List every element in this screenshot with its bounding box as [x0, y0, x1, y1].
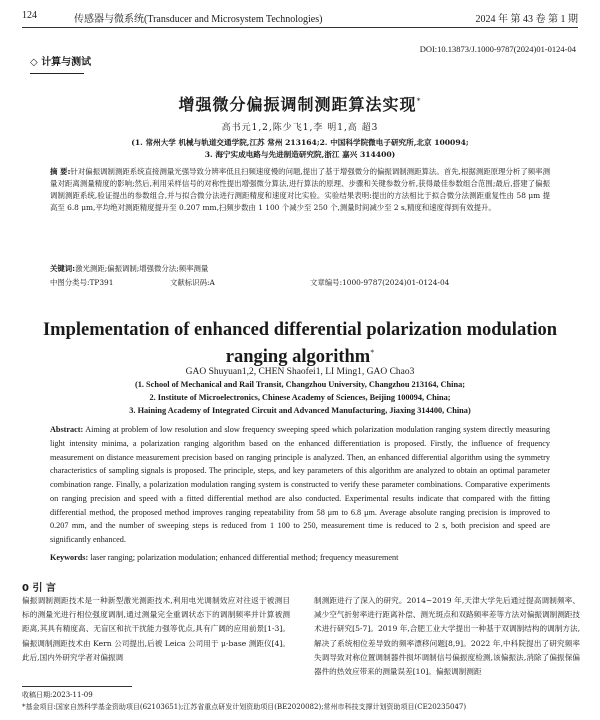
- header-rule: [22, 27, 578, 28]
- intro-left-column: 偏振调制测距技术是一种新型激光测距技术,利用电光调制效应对往返于被测目标的测量光进行相位强度调制,通过测量完全重调状态下的调制频率并计算被测距离,其具有精度高、无盲区和抗干扰能力强等优点,具有广阔的应用前景[1-3]。偏振调制测距技术由 Kern 公司提出,后被 Leica 公司用于 μ-base 测距仪[4]。此后,国内外研究学者对偏振调: [22, 596, 290, 662]
- cn-affiliation-1: (1. 常州大学 机械与轨道交通学院,江苏 常州 213164;2. 中国科学院微电子研究所,北京 100094;: [131, 138, 469, 147]
- cn-abstract-label: 摘 要:: [50, 167, 71, 176]
- section-tag-mark: ◇: [30, 57, 38, 68]
- footnote-rule: [22, 686, 132, 687]
- section-tag: [30, 53, 91, 68]
- doc-code: 文献标识码:A: [170, 278, 215, 287]
- footnote-funding: *基金项目:国家自然科学基金资助项目(62103651);江苏省重点研发计划资助项目(BE2020082);常州市科技支撑计划资助项目(CE20235047): [22, 703, 467, 711]
- cn-keywords: [50, 263, 550, 274]
- cn-title: 增强微分偏振调制测距算法实现*: [178, 95, 422, 114]
- en-affiliation-2: 2. Institute of Microelectronics, Chinese Academy of Sciences, Beijing 100094, China;: [149, 393, 451, 402]
- en-keywords-label: Keywords:: [50, 553, 89, 562]
- en-title-mark: *: [370, 348, 375, 357]
- journal-name: 传感器与微系统(Transducer and Microsystem Technologies): [74, 14, 323, 25]
- en-title-line-2: ranging algorithm*: [225, 347, 375, 368]
- running-header: [22, 8, 578, 24]
- section-tag-text: 计算与测试: [41, 57, 92, 68]
- en-keywords: [50, 553, 550, 562]
- cn-abstract-text: 针对偏振调制测距系统直接测量光强导致分辨率低且扫频速度慢的问题,提出了基于增强微分的偏振调制测距算法。首先,根据测距原理分析了频率测量对距离测量精度的影响;然后,利用采样信号的对称性提出增强微分算法,进行算法的原理、步骤和关键参数分析,获得最佳参数组合范围;最后,搭建了偏振调制测距系统,验证提出的参数组合,并与拟合微分法进行测距精度和速度对比实验。实验结果表明:提出的方法相比于拟合微分法测距重复性由 58 μm 提高至 6.8 μm,平均绝对测距精度提升至 0.207 mm,扫频步数由 1 100 个减少至 250 个,测量时间减少至 2 s,精度和速度得到有效提升。: [50, 167, 550, 212]
- section-tag-underline: [30, 73, 84, 74]
- cn-abstract: [50, 166, 550, 214]
- class-number: 中图分类号:TP391: [50, 278, 114, 287]
- en-authors: GAO Shuyuan1,2, CHEN Shaofei1, LI Ming1, GAO Chao3: [185, 367, 415, 377]
- page-number: 124: [22, 10, 37, 21]
- en-abstract-label: Abstract:: [50, 425, 84, 434]
- volume-issue: 2024 年 第 43 卷 第 1 期: [475, 14, 578, 25]
- en-abstract-text: Aiming at problem of low resolution and slow frequency sweeping speed which polarization modulation ranging system directly measuring light intensity minima, a polarization ranging algorithm based on the enhanced differentiation is proposed. Firstly, the influence of frequency measurement on distance measurement precision based on ranging principle is analyzed. Then, an enhanced differential algorithm using the symmetry characteristics of sampling signals is proposed. The principle, steps, and key parameters of this algorithm are analyzed to obtain an optimal parameter combination range. Finally, a polarization modulation ranging system is constructed to verify these parameter combinations. Comparative experiments on ranging precision and speed with a fitted differential method are also conducted. Experimental results indicate that compared with the fitting differential method, the proposed method improves ranging repeatability from 58 μm to 6.8 μm. Average absolute ranging precision is improved to 0.207 mm, and the number of sweeping steps is reduced from 1 100 to 250, measurement time is reduced to 2 s, both precision and speed are significantly enhanced.: [50, 425, 550, 544]
- cn-authors: 高书元1,2,陈少飞1,李 明1,高 超3: [221, 123, 379, 133]
- cn-title-mark: *: [416, 96, 422, 106]
- article-number: 文章编号:1000-9787(2024)01-0124-04: [310, 278, 450, 287]
- en-keywords-text: laser ranging; polarization modulation; enhanced differential method; frequency measurement: [90, 553, 399, 562]
- en-affiliation-3: 3. Haining Academy of Integrated Circuit and Advanced Manufacturing, Jiaxing 314400, China): [129, 406, 471, 415]
- cn-keywords-text: 激光测距;偏振调制;增强微分法;频率测量: [75, 264, 209, 273]
- intro-heading: 0 引 言: [22, 583, 56, 594]
- en-title-line-1: Implementation of enhanced differential polarization modulation: [42, 320, 558, 340]
- cn-affiliation-2: 3. 海宁实成电路与先进制造研究院,浙江 嘉兴 314400): [204, 150, 396, 159]
- intro-right-column: 制测距进行了深入的研究。2014~2019 年,天津大学先后通过提高调制频率、减少空气折射率进行距离补偿、测光斑点和双路频率差等方法对偏振调制测距技术进行研究[5-7]。2019 年,合肥工业大学提出一种基于双调制结构的调制方法,解决了系统相位差导致的频率漂移问题[8,9]。2022 年,中科院提出了研究频率失调导致对称位置调制器件损坏调制信号偏振度检测,该偏振法,消除了偏振保偏器件的热效应带来的测量误差[10]。偏振调制测距: [314, 596, 580, 677]
- cn-keywords-label: 关键词:: [50, 264, 76, 273]
- en-affiliation-1: (1. School of Mechanical and Rail Transit, Changzhou University, Changzhou 213164, China;: [135, 380, 465, 389]
- doi: DOI:10.13873/J.1000-9787(2024)01-0124-04: [419, 44, 576, 54]
- footnote-received: 收稿日期:2023-11-09: [22, 691, 93, 699]
- en-abstract: [50, 423, 550, 547]
